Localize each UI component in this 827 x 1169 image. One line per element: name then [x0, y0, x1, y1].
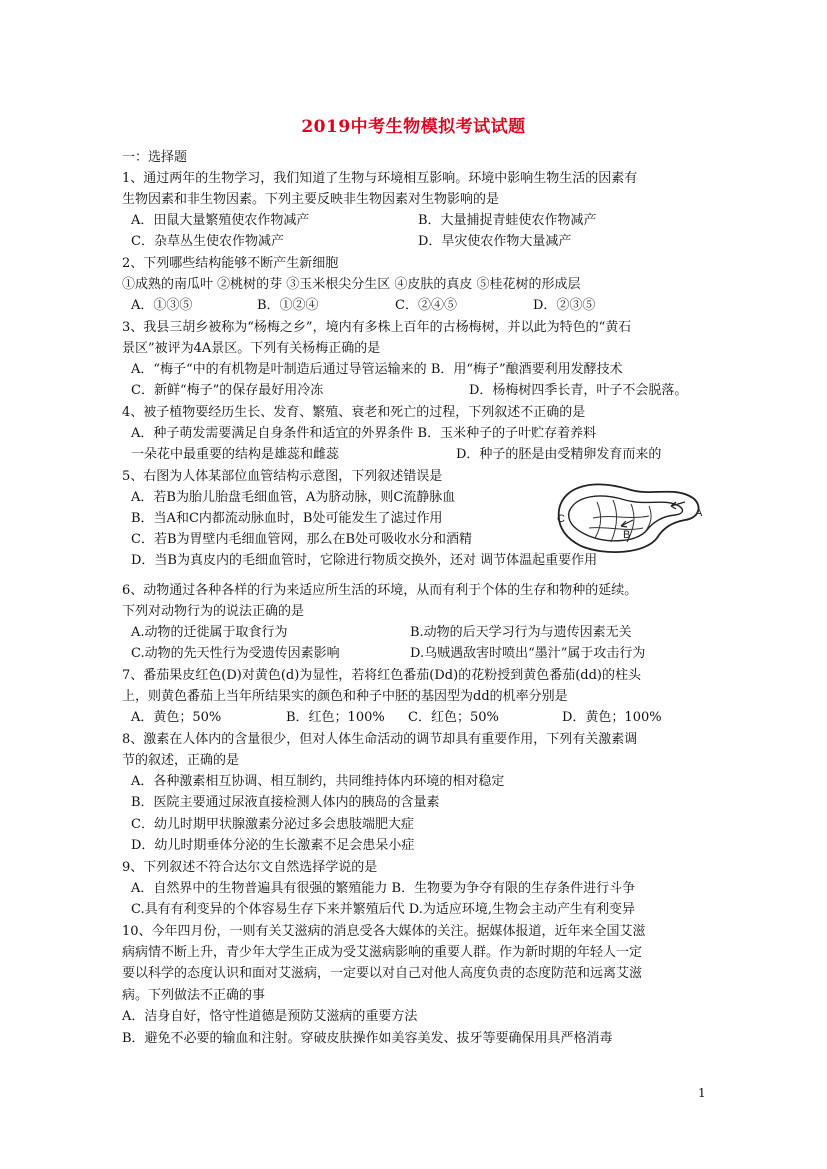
q7-option-d: D．黄色；100%	[562, 710, 662, 725]
page-number: 1	[698, 1086, 706, 1100]
q10-option-b: B．避免不必要的输血和注射。穿破皮肤操作如美容美发、拔牙等要确保用具严格消毒	[122, 1031, 613, 1046]
q9-option-cd: C.具有有利变异的个体容易生存下来并繁殖后代 D.为适应环境,生物会主动产生有利变异	[131, 902, 635, 917]
q1-option-c: C．杂草丛生使农作物减产	[131, 234, 284, 249]
q3-stem-line2: 景区”被评为4A景区。下列有关杨梅正确的是	[122, 341, 381, 356]
q7-option-c: C．红色；50%	[408, 710, 499, 725]
q4-option-d: D．种子的胚是由受精卵发育而来的	[456, 447, 662, 462]
q7-option-b: B．红色；100%	[286, 710, 385, 725]
q5-option-c: C．若B为胃壁内毛细血管网，那么在B处可吸收水分和酒精	[131, 532, 473, 547]
q6-option-c: C.动物的先天性行为受遗传因素影响	[131, 646, 340, 661]
q3-stem-line1: 3、我县三胡乡被称为“杨梅之乡”，境内有多株上百年的古杨梅树，并以此为特色的“黄石	[122, 320, 632, 335]
q6-option-d: D.乌贼遇敌害时喷出“墨汁”属于攻击行为	[410, 646, 646, 661]
q2-option-c: C．②④⑤	[395, 298, 457, 313]
diagram-label-c: C	[557, 513, 565, 525]
q6-option-b: B.动物的后天学习行为与遗传因素无关	[410, 625, 632, 640]
q6-option-a: A.动物的迁徙属于取食行为	[131, 625, 288, 640]
page-title: 2019中考生物模拟考试试题	[301, 117, 526, 137]
q9-stem-line1: 9、下列叙述不符合达尔文自然选择学说的是	[122, 860, 378, 875]
q6-stem-line1: 6、动物通过各种各样的行为来适应所生活的环境，从而有利于个体的生存和物种的延续。	[122, 583, 638, 598]
q5-option-d: D．当B为真皮内的毛细血管时，它除进行物质交换外，还对 调节体温起重要作用	[131, 553, 598, 568]
section-heading: 一：选择题	[122, 150, 188, 165]
flow-arrow-capillary	[621, 520, 633, 527]
q2-stem-line1: 2、下列哪些结构能够不断产生新细胞	[122, 256, 339, 271]
q7-stem-line1: 7、番茄果皮红色(D)对黄色(d)为显性，若将红色番茄(Dd)的花粉授到黄色番茄(dd)的柱头	[122, 668, 641, 683]
q4-option-ab: A．种子萌发需要满足自身条件和适宜的外界条件 B．玉米种子的子叶贮存着养料	[131, 426, 597, 441]
q7-option-a: A．黄色；50%	[131, 710, 222, 725]
q1-option-b: B．大量捕捉青蛙使农作物减产	[418, 213, 597, 228]
q7-stem-line2: 上，则黄色番茄上当年所结果实的颜色和种子中胚的基因型为dd的机率分别是	[122, 689, 568, 704]
q8-option-d: D．幼儿时期垂体分泌的生长激素不足会患呆小症	[131, 838, 415, 853]
q1-stem-line1: 1、通过两年的生物学习，我们知道了生物与环境相互影响。环境中影响生物生活的因素有	[122, 171, 638, 186]
capillary-network	[589, 500, 651, 542]
q5-stem-line1: 5、右图为人体某部位血管结构示意图，下列叙述错误是	[122, 469, 443, 484]
q5-option-a: A．若B为胎儿胎盘毛细血管，A为脐动脉，则C流静脉血	[131, 490, 456, 505]
q10-stem-line1: 10、今年四月份，一则有关艾滋病的消息受各大媒体的关注。据媒体报道，近年来全国艾滋	[122, 924, 646, 939]
q10-stem-line4: 病。下列做法不正确的事	[122, 988, 266, 1003]
q1-option-d: D．旱灾使农作物大量减产	[418, 234, 572, 249]
q6-stem-line2: 下列对动物行为的说法正确的是	[122, 604, 305, 619]
q3-option-d: D．杨梅树四季长青，叶子不会脱落。	[469, 383, 688, 398]
q5-option-b: B．当A和C内都流动脉血时，B处可能发生了滤过作用	[131, 511, 443, 526]
q2-stem-line2: ①成熟的南瓜叶 ②桃树的芽 ③玉米根尖分生区 ④皮肤的真皮 ⑤桂花树的形成层	[122, 277, 581, 292]
q1-option-a: A．田鼠大量繁殖使农作物减产	[131, 213, 310, 228]
vessel-outline	[559, 484, 699, 552]
q4-stem-line1: 4、被子植物要经历生长、发育、繁殖、衰老和死亡的过程，下列叙述不正确的是	[122, 405, 586, 420]
q10-option-a: A．洁身自好，恪守性道德是预防艾滋病的重要方法	[122, 1009, 418, 1024]
q2-option-a: A．①③⑤	[131, 298, 193, 313]
q9-option-ab: A．自然界中的生物普遍具有很强的繁殖能力 B．生物要为争夺有限的生存条件进行斗争	[131, 881, 636, 896]
q8-option-b: B．医院主要通过尿液直接检测人体内的胰岛的含量素	[131, 795, 440, 810]
q8-stem-line1: 8、激素在人体内的含量很少，但对人体生命活动的调节却具有重要作用，下列有关激素调	[122, 732, 638, 747]
q3-option-ab: A．“梅子“中的有机物是叶制造后通过导管运输来的 B．用“梅子”酿酒要利用发酵技术	[131, 362, 623, 377]
q3-option-c: C．新鲜“梅子”的保存最好用冷冻	[131, 383, 324, 398]
diagram-label-b: B	[623, 529, 631, 541]
q2-option-d: D．②③⑤	[533, 298, 596, 313]
diagram-label-a: A	[695, 507, 703, 519]
q10-stem-line3: 要以科学的态度认识和面对艾滋病，一定要以对自己对他人高度负责的态度防范和远离艾滋	[122, 966, 643, 981]
blood-vessel-diagram	[553, 468, 705, 560]
q10-stem-line2: 病病情不断上升，青少年大学生正成为受艾滋病影响的重要人群。作为新时期的年轻人一定	[122, 945, 643, 960]
q8-option-a: A．各种激素相互协调、相互制约，共同维持体内环境的相对稳定	[131, 774, 505, 789]
q1-stem-line2: 生物因素和非生物因素。下列主要反映非生物因素对生物影响的是	[122, 192, 500, 207]
q4-option-c: 一朵花中最重要的结构是雄蕊和雌蕊	[131, 447, 340, 462]
q8-option-c: C．幼儿时期甲状腺激素分泌过多会患肢端肥大症	[131, 817, 414, 832]
q2-option-b: B．①②④	[257, 298, 319, 313]
q8-stem-line2: 节的叙述，正确的是	[122, 753, 240, 768]
